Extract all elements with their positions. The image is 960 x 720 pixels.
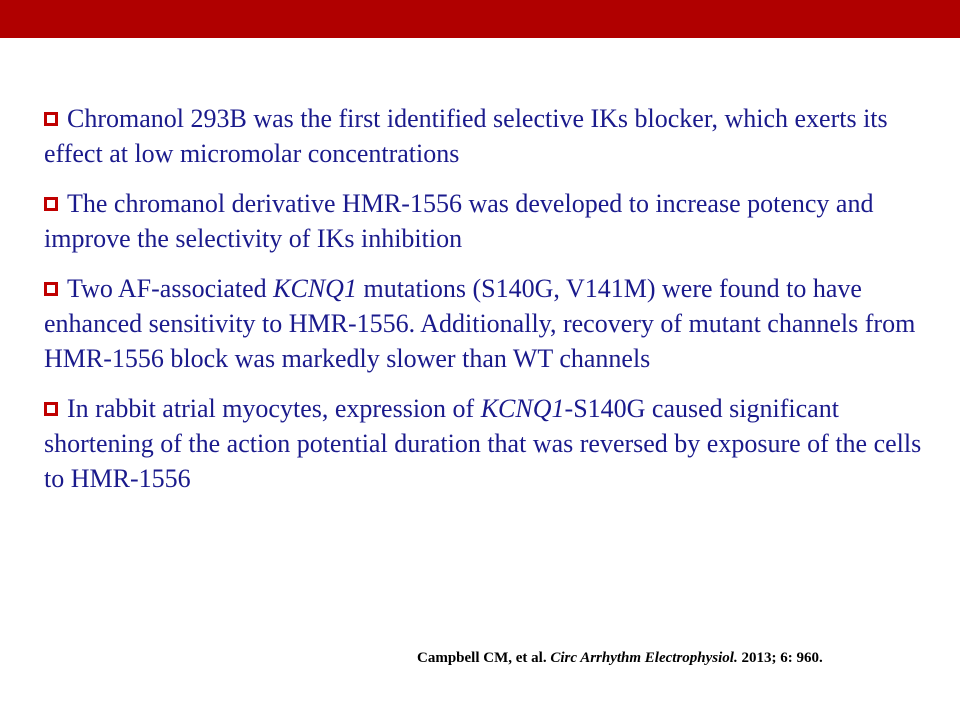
bullet-text: The chromanol derivative HMR-1556 was developed to increase potency and improve the selectivity of IKs inhibition [44, 189, 874, 253]
bullet-text: Two AF-associated [67, 274, 274, 303]
bullet-item-3 [44, 271, 924, 376]
citation-journal: Circ Arrhythm Electrophysiol. [550, 650, 738, 666]
bullet-item-4 [44, 391, 924, 496]
citation-details: 2013; 6: 960. [737, 650, 823, 666]
square-bullet-icon [44, 402, 58, 416]
bullet-item-1 [44, 101, 924, 171]
square-bullet-icon [44, 197, 58, 211]
bullet-list [44, 101, 924, 511]
bullet-text: In rabbit atrial myocytes, expression of [67, 394, 481, 423]
square-bullet-icon [44, 282, 58, 296]
square-bullet-icon [44, 112, 58, 126]
citation [417, 650, 823, 667]
header-bar [0, 0, 960, 38]
gene-name: KCNQ1 [273, 274, 357, 303]
bullet-text: mutations (S140G, V141M) were found to have enhanced sensitivity to HMR-1556. Additionally, recovery of mutant channels from HMR-1556 block was markedly slower than WT channels [44, 274, 916, 373]
bullet-text: Chromanol 293B was the first identified selective IKs blocker, which exerts its effect at low micromolar concentrations [44, 104, 888, 168]
bullet-text: -S140G caused significant shortening of the action potential duration that was reversed by exposure of the cells to HMR-1556 [44, 394, 922, 493]
citation-authors: Campbell CM, et al. [417, 650, 551, 666]
bullet-item-2 [44, 186, 924, 256]
gene-name: KCNQ1 [480, 394, 565, 423]
